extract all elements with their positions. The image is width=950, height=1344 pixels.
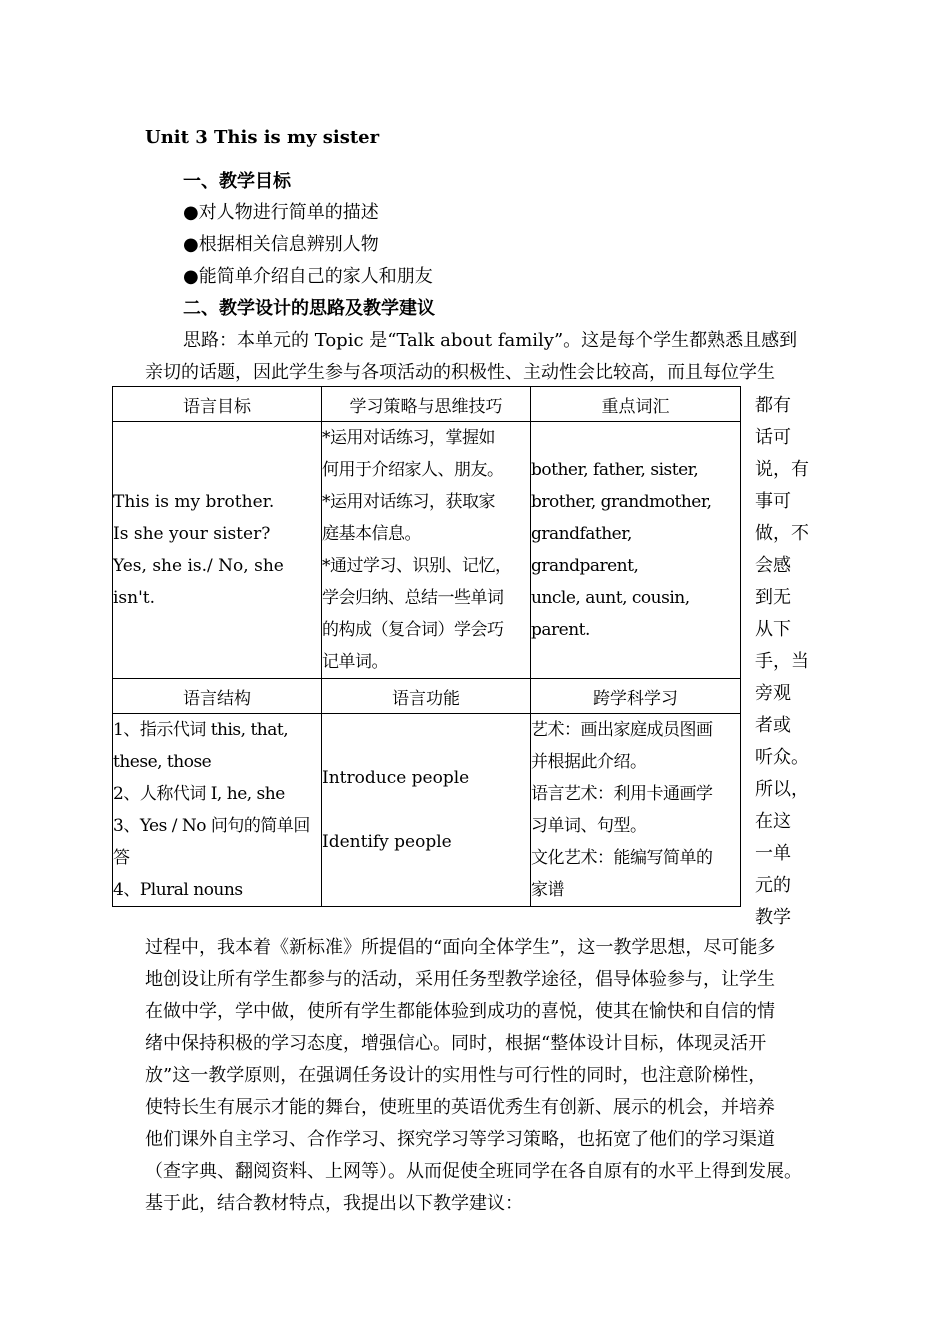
side-line: 一单 [755, 843, 791, 864]
side-line: 者或 [755, 715, 791, 736]
table-row [113, 422, 741, 679]
header-cell: 语言目标 [113, 387, 322, 422]
cell-line: 记单词。 [322, 652, 388, 672]
cell-line: grandfather, grandparent, [531, 524, 639, 576]
cell-line: 语言艺术：利用卡通画学 [531, 784, 713, 804]
intro-line: 亲切的话题，因此学生参与各项活动的积极性、主动性会比较高，而且每位学生 [145, 362, 775, 383]
side-line: 话可 [755, 427, 791, 448]
header-cell: 语言功能 [322, 679, 531, 714]
cell-line: 文化艺术：能编写简单的 [531, 848, 713, 868]
side-line: 元的 [755, 875, 791, 896]
cell-line: 4、Plural nouns [113, 880, 243, 900]
cell-line: Identify people [322, 832, 452, 852]
cell-line [322, 794, 530, 826]
paragraph-line: 放”这一教学原则，在强调任务设计的实用性与可行性的同时，也注意阶梯性， [145, 1065, 767, 1086]
goal-bullet: ●对人物进行简单的描述 [183, 202, 379, 223]
side-line: 说，有 [755, 459, 809, 480]
cell-line: 艺术：画出家庭成员图画 [531, 720, 713, 740]
document-title: Unit 3 This is my sister [145, 127, 380, 148]
table-header-row [113, 679, 741, 714]
paragraph-line: 地创设让所有学生都参与的活动，采用任务型教学途径，倡导体验参与，让学生 [145, 969, 775, 990]
language-structure-cell [113, 714, 322, 907]
cell-line: Introduce people [322, 768, 470, 788]
section1-heading: 一、教学目标 [183, 171, 291, 192]
cell-line: 家谱 [531, 880, 564, 900]
side-line: 做，不 [755, 523, 809, 544]
header-cell: 重点词汇 [531, 387, 741, 422]
side-line: 旁观 [755, 683, 791, 704]
cell-line: bother, father, sister, [531, 460, 699, 480]
side-line: 都有 [755, 395, 791, 416]
cell-line: This is my brother. [113, 492, 275, 512]
cell-line: 的构成（复合词）学会巧 [322, 620, 504, 640]
cell-line: 并根据此介绍。 [531, 752, 647, 772]
side-line: 所以， [755, 779, 809, 800]
paragraph-line: （查字典、翻阅资料、上网等）。从而促使全班同学在各自原有的水平上得到发展。 [145, 1161, 802, 1182]
language-function-cell [322, 714, 531, 907]
cell-line: Is she your sister? [113, 524, 271, 544]
side-line: 手，当 [755, 651, 809, 672]
cell-line: brother, grandmother, [531, 492, 712, 512]
language-goals-cell [113, 422, 322, 679]
side-line: 到无 [755, 587, 791, 608]
cell-line: *运用对话练习，掌握如 [322, 428, 495, 448]
header-cell: 语言结构 [113, 679, 322, 714]
intro-line: 思路：本单元的 Topic 是“Talk about family”。这是每个学生都熟悉且感到 [183, 330, 798, 351]
cell-line: 2、人称代词 I, he, she [113, 784, 285, 804]
cell-line: Yes, she is./ No, she [113, 556, 284, 576]
side-line: 会感 [755, 555, 791, 576]
side-line: 听众。 [755, 747, 809, 768]
header-cell: 跨学科学习 [531, 679, 741, 714]
section2-heading: 二、教学设计的思路及教学建议 [183, 298, 435, 319]
cell-line: 学会归纳、总结一些单词 [322, 588, 504, 608]
paragraph-line: 在做中学，学中做，使所有学生都能体验到成功的喜悦，使其在愉快和自信的情 [145, 1001, 775, 1022]
table-header-row [113, 387, 741, 422]
cell-line: 何用于介绍家人、朋友。 [322, 460, 504, 480]
cell-line: isn't. [113, 588, 156, 608]
paragraph-line: 他们课外自主学习、合作学习、探究学习等学习策略，也拓宽了他们的学习渠道 [145, 1129, 775, 1150]
wrapped-side-text [755, 390, 810, 934]
cell-line: *通过学习、识别、记忆， [322, 556, 512, 576]
side-line: 教学 [755, 907, 791, 928]
paragraph-line: 绪中保持积极的学习态度，增强信心。同时，根据“整体设计目标，体现灵活开 [145, 1033, 767, 1054]
paragraph-line: 使特长生有展示才能的舞台，使班里的英语优秀生有创新、展示的机会，并培养 [145, 1097, 775, 1118]
cell-line: 习单词、句型。 [531, 816, 647, 836]
cell-line: 3、Yes / No 问句的简单回 [113, 816, 310, 836]
teaching-table [112, 386, 741, 907]
header-cell: 学习策略与思维技巧 [322, 387, 531, 422]
cell-line: 庭基本信息。 [322, 524, 421, 544]
side-line: 在这 [755, 811, 791, 832]
cell-line: 1、指示代词 this, that, [113, 720, 289, 740]
goal-bullet: ●能简单介绍自己的家人和朋友 [183, 266, 433, 287]
side-line: 从下 [755, 619, 791, 640]
cell-line: *运用对话练习，获取家 [322, 492, 495, 512]
cross-subject-cell [531, 714, 741, 907]
cell-line: uncle, aunt, cousin, parent. [531, 588, 690, 640]
body-paragraph [145, 932, 810, 1220]
strategy-cell [322, 422, 531, 679]
goal-bullet: ●根据相关信息辨别人物 [183, 234, 379, 255]
table-row [113, 714, 741, 907]
side-line: 事可 [755, 491, 791, 512]
paragraph-line: 过程中，我本着《新标准》所提倡的“面向全体学生”，这一教学思想，尽可能多 [145, 937, 776, 958]
vocabulary-cell [531, 422, 741, 679]
paragraph-line: 基于此，结合教材特点，我提出以下教学建议： [145, 1193, 523, 1214]
cell-line: 答 [113, 848, 130, 868]
cell-line: these, those [113, 752, 212, 772]
